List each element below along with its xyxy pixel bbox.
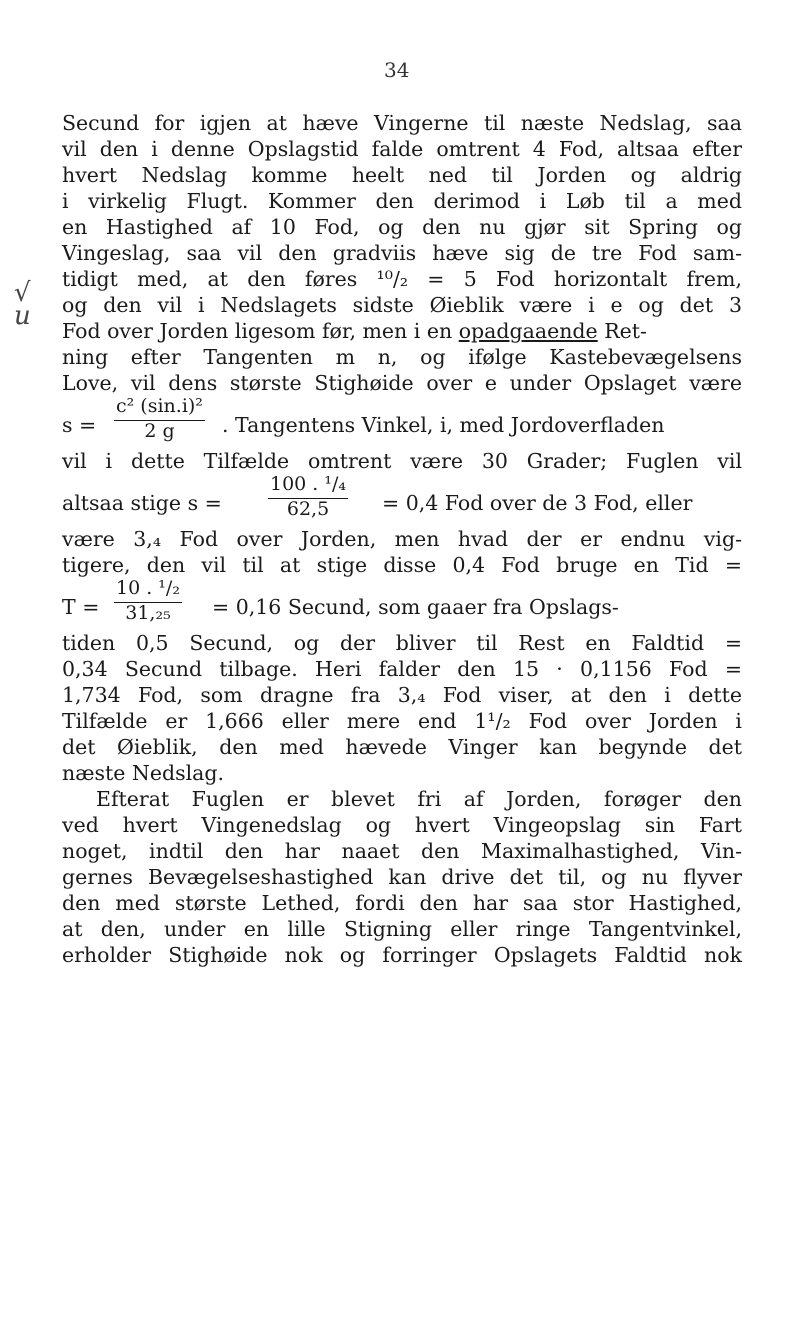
text-line: Vingeslag, saa vil den gradviis hæve sig de tre Fod sam- — [62, 241, 742, 265]
page-number: 34 — [384, 58, 410, 82]
text-line: en Hastighed af 10 Fod, og den nu gjør sit Spring og — [62, 215, 742, 239]
text-line — [62, 318, 742, 344]
equation-lhs: T = — [62, 595, 100, 619]
text-fragment: Ret- — [597, 319, 647, 343]
text-line: Secund for igjen at hæve Vingerne til næste Nedslag, saa — [62, 111, 742, 135]
body-text — [62, 110, 742, 968]
equation-tid — [62, 578, 742, 630]
text-line: gernes Bevægelseshastighed kan drive det til, og nu flyver — [62, 865, 742, 889]
equation-stige — [62, 474, 742, 526]
fraction-denominator: 2 g — [114, 420, 205, 441]
text-line: Efterat Fuglen er blevet fri af Jorden, forøger den — [96, 787, 742, 811]
text-line: tiden 0,5 Secund, og der bliver til Rest en Faldtid = — [62, 631, 742, 655]
fraction — [268, 474, 348, 519]
text-line: i virkelig Flugt. Kommer den derimod i Løb til a med — [62, 189, 742, 213]
text-line: ved hvert Vingenedslag og hvert Vingeopslag sin Fart — [62, 813, 742, 837]
equation-stighoide — [62, 396, 742, 448]
text-line: det Øieblik, den med hævede Vinger kan begynde det — [62, 735, 742, 759]
text-line: den med største Lethed, fordi den har saa stor Hastighed, — [62, 891, 742, 915]
text-line: at den, under en lille Stigning eller ringe Tangentvinkel, — [62, 917, 742, 941]
margin-annotation: √ u — [14, 278, 31, 332]
equation-lhs: s = — [62, 413, 97, 437]
text-fragment: Fod over Jorden ligesom før, men i en — [62, 319, 459, 343]
underlined-word: opadgaaende — [458, 319, 598, 343]
text-line: 1,734 Fod, som dragne fra 3,₄ Fod viser, at den i dette — [62, 683, 742, 707]
fraction-denominator: 62,5 — [268, 498, 348, 519]
text-line: noget, indtil den har naaet den Maximalhastighed, Vin- — [62, 839, 742, 863]
text-line: hvert Nedslag komme heelt ned til Jorden og aldrig — [62, 163, 742, 187]
text-line: Tilfælde er 1,666 eller mere end 1¹/₂ Fod over Jorden i — [62, 709, 742, 733]
fraction-numerator: c² (sin.i)² — [116, 395, 203, 417]
equation-rhs: = 0,16 Secund, som gaaer fra Opslags- — [212, 595, 619, 619]
text-line: 0,34 Secund tilbage. Heri falder den 15 · 0,1156 Fod = — [62, 657, 742, 681]
text-line: tidigt med, at den føres ¹⁰/₂ = 5 Fod horizontalt frem, — [62, 267, 742, 291]
fraction-numerator: 100 . ¹/₄ — [270, 473, 347, 495]
text-line: Love, vil dens største Stighøide over e under Opslaget være — [62, 371, 742, 395]
equation-rhs: . Tangentens Vinkel, i, med Jordoverfladen — [222, 413, 665, 437]
fraction — [114, 396, 205, 441]
fraction-denominator: 31,₂₅ — [114, 602, 182, 623]
equation-rhs: = 0,4 Fod over de 3 Fod, eller — [382, 491, 693, 515]
text-line: ning efter Tangenten m n, og ifølge Kastebevægelsens — [62, 345, 742, 369]
text-line: være 3,₄ Fod over Jorden, men hvad der er endnu vig- — [62, 527, 742, 551]
text-line: og den vil i Nedslagets sidste Øieblik være i e og det 3 — [62, 293, 742, 317]
text-line: erholder Stighøide nok og forringer Opslagets Faldtid nok — [62, 943, 742, 967]
fraction — [114, 578, 182, 623]
text-line: vil i dette Tilfælde omtrent være 30 Grader; Fuglen vil — [62, 449, 742, 473]
text-line: vil den i denne Opslagstid falde omtrent 4 Fod, altsaa efter — [62, 137, 742, 161]
equation-lhs: altsaa stige s = — [62, 491, 222, 515]
text-line: tigere, den vil til at stige disse 0,4 Fod bruge en Tid = — [62, 553, 742, 577]
fraction-numerator: 10 . ¹/₂ — [116, 577, 180, 599]
text-line: næste Nedslag. — [62, 761, 225, 785]
